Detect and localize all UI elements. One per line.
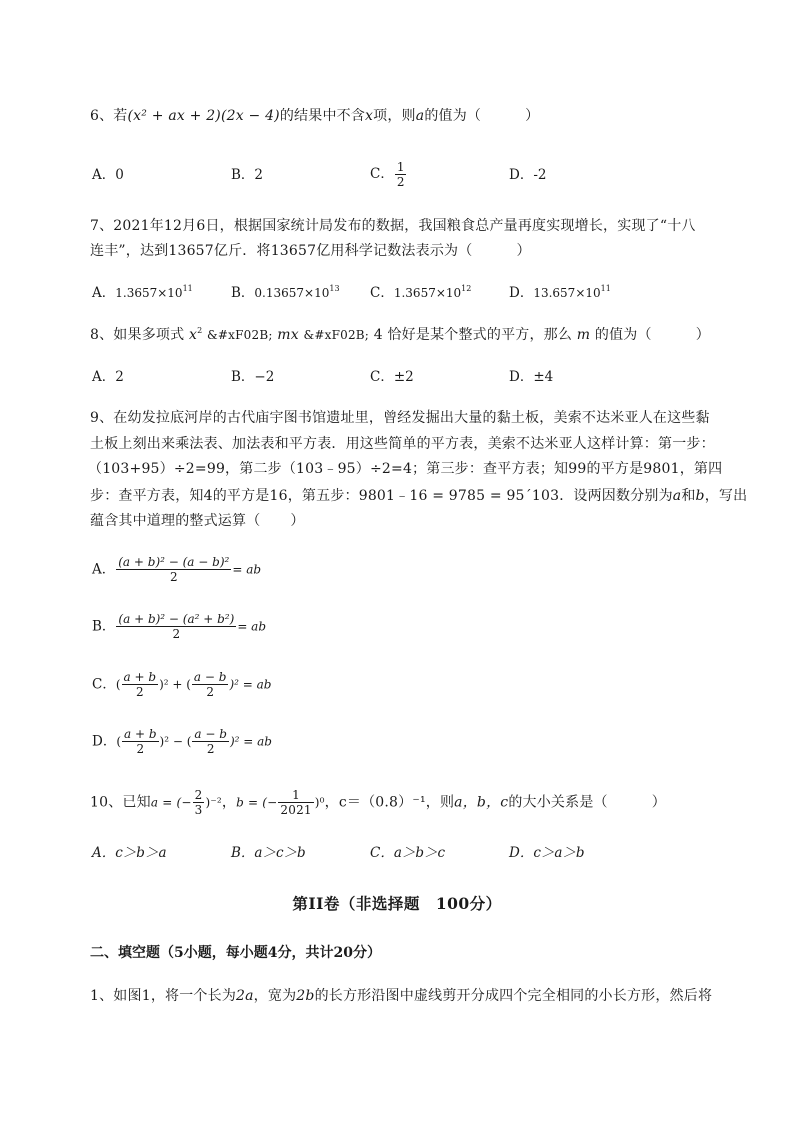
q10-option-d: D．c＞a＞b — [509, 845, 585, 861]
q6-stem: 6、若(x² + ax + 2)(2x − 4)的结果中不含x项，则a的值为（ ） — [90, 108, 540, 124]
q8-option-d: D．±4 — [509, 369, 554, 385]
q6-option-d: D．-2 — [509, 167, 547, 183]
q7-option-a: A．$1.3657\times 10^{11}$ — [92, 284, 193, 301]
q8-option-c: C．±2 — [370, 369, 414, 385]
q9-option-d: D．( $\frac{a + b}{2}$ )² − ( $\frac{a - b}{2}$ )² = ab — [92, 727, 272, 756]
q6-option-a: A．0 — [92, 167, 124, 183]
q7-option-d: D．$13.657\times 10^{11}$ — [509, 284, 611, 301]
q10-option-a: A．c＞b＞a — [92, 845, 167, 861]
q10-option-c: C．a＞b＞c — [370, 845, 446, 861]
q9-line-1: 9、在幼发拉底河岸的古代庙宇图书馆遗址里，曾经发掘出大量的黏土板，美索不达米亚人在这些黏 — [90, 410, 710, 426]
part-2-heading: 第II卷（非选择题 100分） — [292, 894, 502, 913]
q7-option-c: C．$1.3657\times 10^{12}$ — [370, 284, 472, 301]
q8-stem: 8、如果多项式 $x^2$ &#xF02B; mx &#xF02B; 4 恰好是某个整式的平方，那么 m 的值为（ ） — [90, 326, 710, 343]
q9-line-5: 蕴含其中道理的整式运算（ ） — [90, 513, 305, 529]
fill-1-stem: 1、如图1，将一个长为2a，宽为2b的长方形沿图中虚线剪开分成四个完全相同的小长方形，然后将 — [90, 988, 713, 1004]
q10-option-b: B．a＞c＞b — [231, 845, 306, 861]
q9-option-c: C．( $\frac{a + b}{2}$ )² + ( $\frac{a - b}{2}$ )² = ab — [92, 670, 272, 699]
q9-line-3: （103+95）÷2=99，第二步（103﹣95）÷2=4；第三步：查平方表；知99的平方是9801，第四 — [88, 461, 723, 477]
section-2-title: 二、填空题（5小题，每小题4分，共计20分） — [90, 945, 381, 961]
q6-option-b: B．2 — [231, 167, 264, 183]
q7-line-1: 7、2021年12月6日，根据国家统计局发布的数据，我国粮食总产量再度实现增长，实现了“十八 — [90, 218, 696, 234]
q9-line-4: 步：查平方表，知4的平方是16，第五步：9801﹣16 = 9785 = 95´103．设两因数分别为a和b，写出 — [90, 488, 748, 504]
q10-stem: 10、已知a = (− $\frac{2}{3}$ )⁻²，b = (− $\frac{1}{2021}$ )⁰，c＝（0.8）⁻¹，则a，b，c的大小关系是（ ） — [90, 788, 666, 817]
q6-option-c: C． $\frac{1}{2}$ — [370, 160, 405, 189]
q8-option-a: A．2 — [92, 369, 124, 385]
q9-option-a: A． $\frac{\text{(a + b)² − (a − b)²}}{2}$ = ab — [92, 555, 262, 584]
q9-option-b: B． $\frac{\text{(a + b)² − (a² + b²)}}{2}$ = ab — [92, 612, 267, 641]
q8-option-b: B．−2 — [231, 369, 275, 385]
q9-line-2: 土板上刻出来乘法表、加法表和平方表．用这些简单的平方表，美索不达米亚人这样计算：第一步： — [90, 436, 715, 452]
q7-line-2: 连丰”，达到13657亿斤．将13657亿用科学记数法表示为（ ） — [90, 243, 531, 259]
q7-option-b: B．$0.13657\times 10^{13}$ — [231, 284, 340, 301]
